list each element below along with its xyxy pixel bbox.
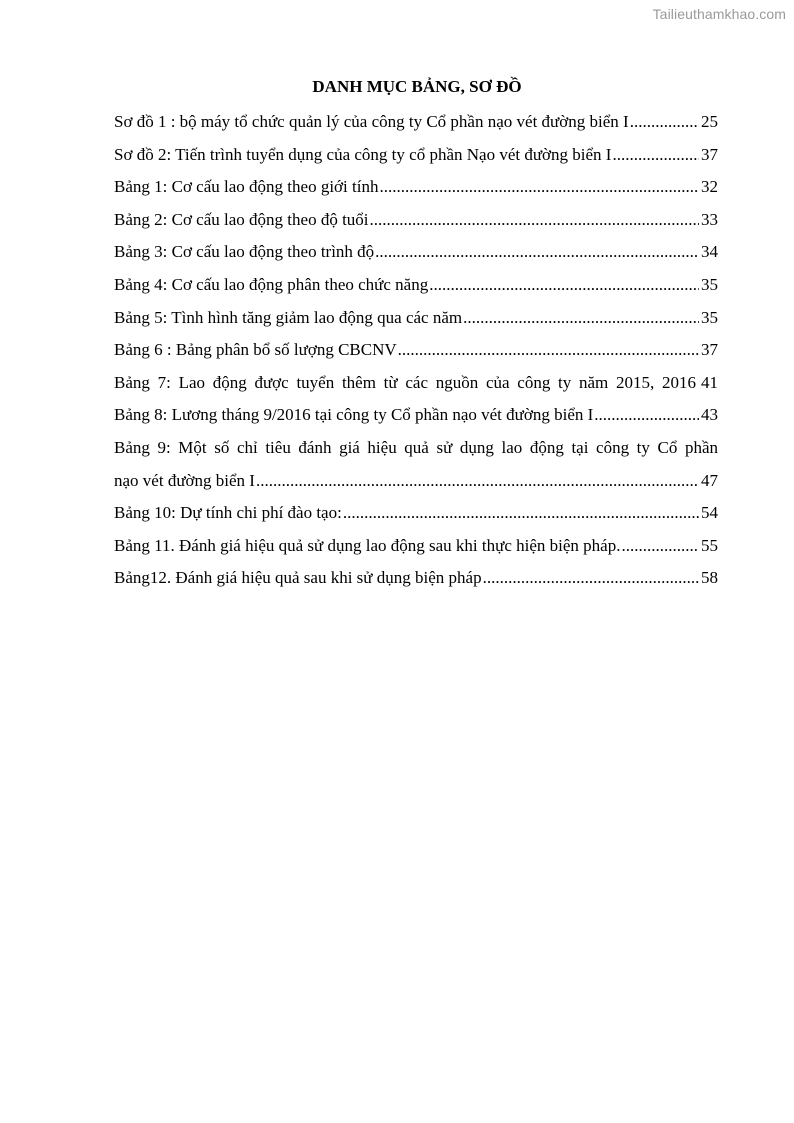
toc-entry-text: Bảng 2: Cơ cấu lao động theo độ tuổi <box>114 209 369 229</box>
dot-leader <box>379 171 699 204</box>
toc-entry-text: Bảng 9: Một số chỉ tiêu đánh giá hiệu quả sử dụng lao động tại công ty Cổ phần <box>114 437 718 457</box>
toc-entry-text: Bảng 4: Cơ cấu lao động phân theo chức năng <box>114 274 429 294</box>
table-of-contents <box>114 106 718 595</box>
dot-leader <box>343 497 699 530</box>
toc-entry-text: Bảng 1: Cơ cấu lao động theo giới tính <box>114 177 379 197</box>
toc-entry-text: Bảng 6 : Bảng phân bổ số lượng CBCNV <box>114 340 397 360</box>
toc-entry-text: Bảng 10: Dự tính chi phí đào tạo: <box>114 503 342 523</box>
page-title: DANH MỤC BẢNG, SƠ ĐỒ <box>312 77 522 96</box>
toc-entry-text: Sơ đồ 1 : bộ máy tổ chức quản lý của công ty Cổ phần nạo vét đường biển I <box>114 112 629 131</box>
toc-entry-bang-3[interactable] <box>114 236 718 269</box>
dot-leader <box>594 399 699 432</box>
toc-entry-page: 35 <box>701 274 718 294</box>
toc-entry-bang-9-continued[interactable] <box>114 465 718 498</box>
dot-leader <box>398 334 699 367</box>
toc-entry-page: 55 <box>701 535 718 555</box>
toc-entry-page: 25 <box>701 112 718 131</box>
toc-entry-text: Bảng12. Đánh giá hiệu quả sau khi sử dụng biện pháp <box>114 568 482 588</box>
toc-entry-text-continued: nạo vét đường biển I <box>114 470 255 490</box>
toc-entry-text: Bảng 8: Lương tháng 9/2016 tại công ty Cổ phần nạo vét đường biển I <box>114 405 594 425</box>
toc-entry-bang-2[interactable] <box>114 204 718 237</box>
toc-entry-bang-4[interactable] <box>114 269 718 302</box>
dot-leader <box>370 204 699 237</box>
toc-entry-page: 47 <box>701 470 718 490</box>
watermark: Tailieuthamkhao.com <box>652 6 786 22</box>
toc-entry-text: Bảng 5: Tình hình tăng giảm lao động qua các năm <box>114 307 463 327</box>
toc-entry-page: 54 <box>701 503 718 523</box>
dot-leader <box>463 302 699 335</box>
toc-entry-page: 34 <box>701 242 718 262</box>
toc-entry-bang-9[interactable] <box>114 432 718 465</box>
toc-entry-page: 37 <box>701 340 718 360</box>
toc-entry-so-do-1[interactable] <box>114 106 718 139</box>
toc-entry-bang-8[interactable] <box>114 399 718 432</box>
dot-leader <box>630 106 699 139</box>
dot-leader <box>621 530 699 563</box>
toc-entry-page: 33 <box>701 209 718 229</box>
toc-entry-so-do-2[interactable] <box>114 139 718 172</box>
toc-entry-page: 37 <box>701 144 718 164</box>
toc-entry-page: 35 <box>701 307 718 327</box>
toc-entry-page: 41 <box>701 372 718 392</box>
toc-entry-bang-10[interactable] <box>114 497 718 530</box>
toc-entry-bang-6[interactable] <box>114 334 718 367</box>
dot-leader <box>612 139 699 172</box>
toc-entry-bang-12[interactable] <box>114 562 718 595</box>
toc-entry-bang-7[interactable] <box>114 367 718 400</box>
toc-entry-page: 43 <box>701 405 718 425</box>
toc-entry-page: 58 <box>701 568 718 588</box>
dot-leader <box>375 236 699 269</box>
toc-entry-text: Bảng 3: Cơ cấu lao động theo trình độ <box>114 242 375 262</box>
toc-entry-text: Bảng 11. Đánh giá hiệu quả sử dụng lao động sau khi thực hiện biện pháp. <box>114 535 621 555</box>
toc-entry-text: Bảng 7: Lao động được tuyển thêm từ các nguồn của công ty năm 2015, 2016 <box>114 372 696 392</box>
toc-entry-bang-5[interactable] <box>114 302 718 335</box>
toc-entry-text: Sơ đồ 2: Tiến trình tuyển dụng của công ty cổ phần Nạo vét đường biển I <box>114 144 612 164</box>
toc-entry-bang-11[interactable] <box>114 530 718 563</box>
toc-entry-page: 32 <box>701 177 718 197</box>
dot-leader <box>256 465 699 498</box>
dot-leader <box>429 269 699 302</box>
toc-entry-bang-1[interactable] <box>114 171 718 204</box>
dot-leader <box>483 562 699 595</box>
